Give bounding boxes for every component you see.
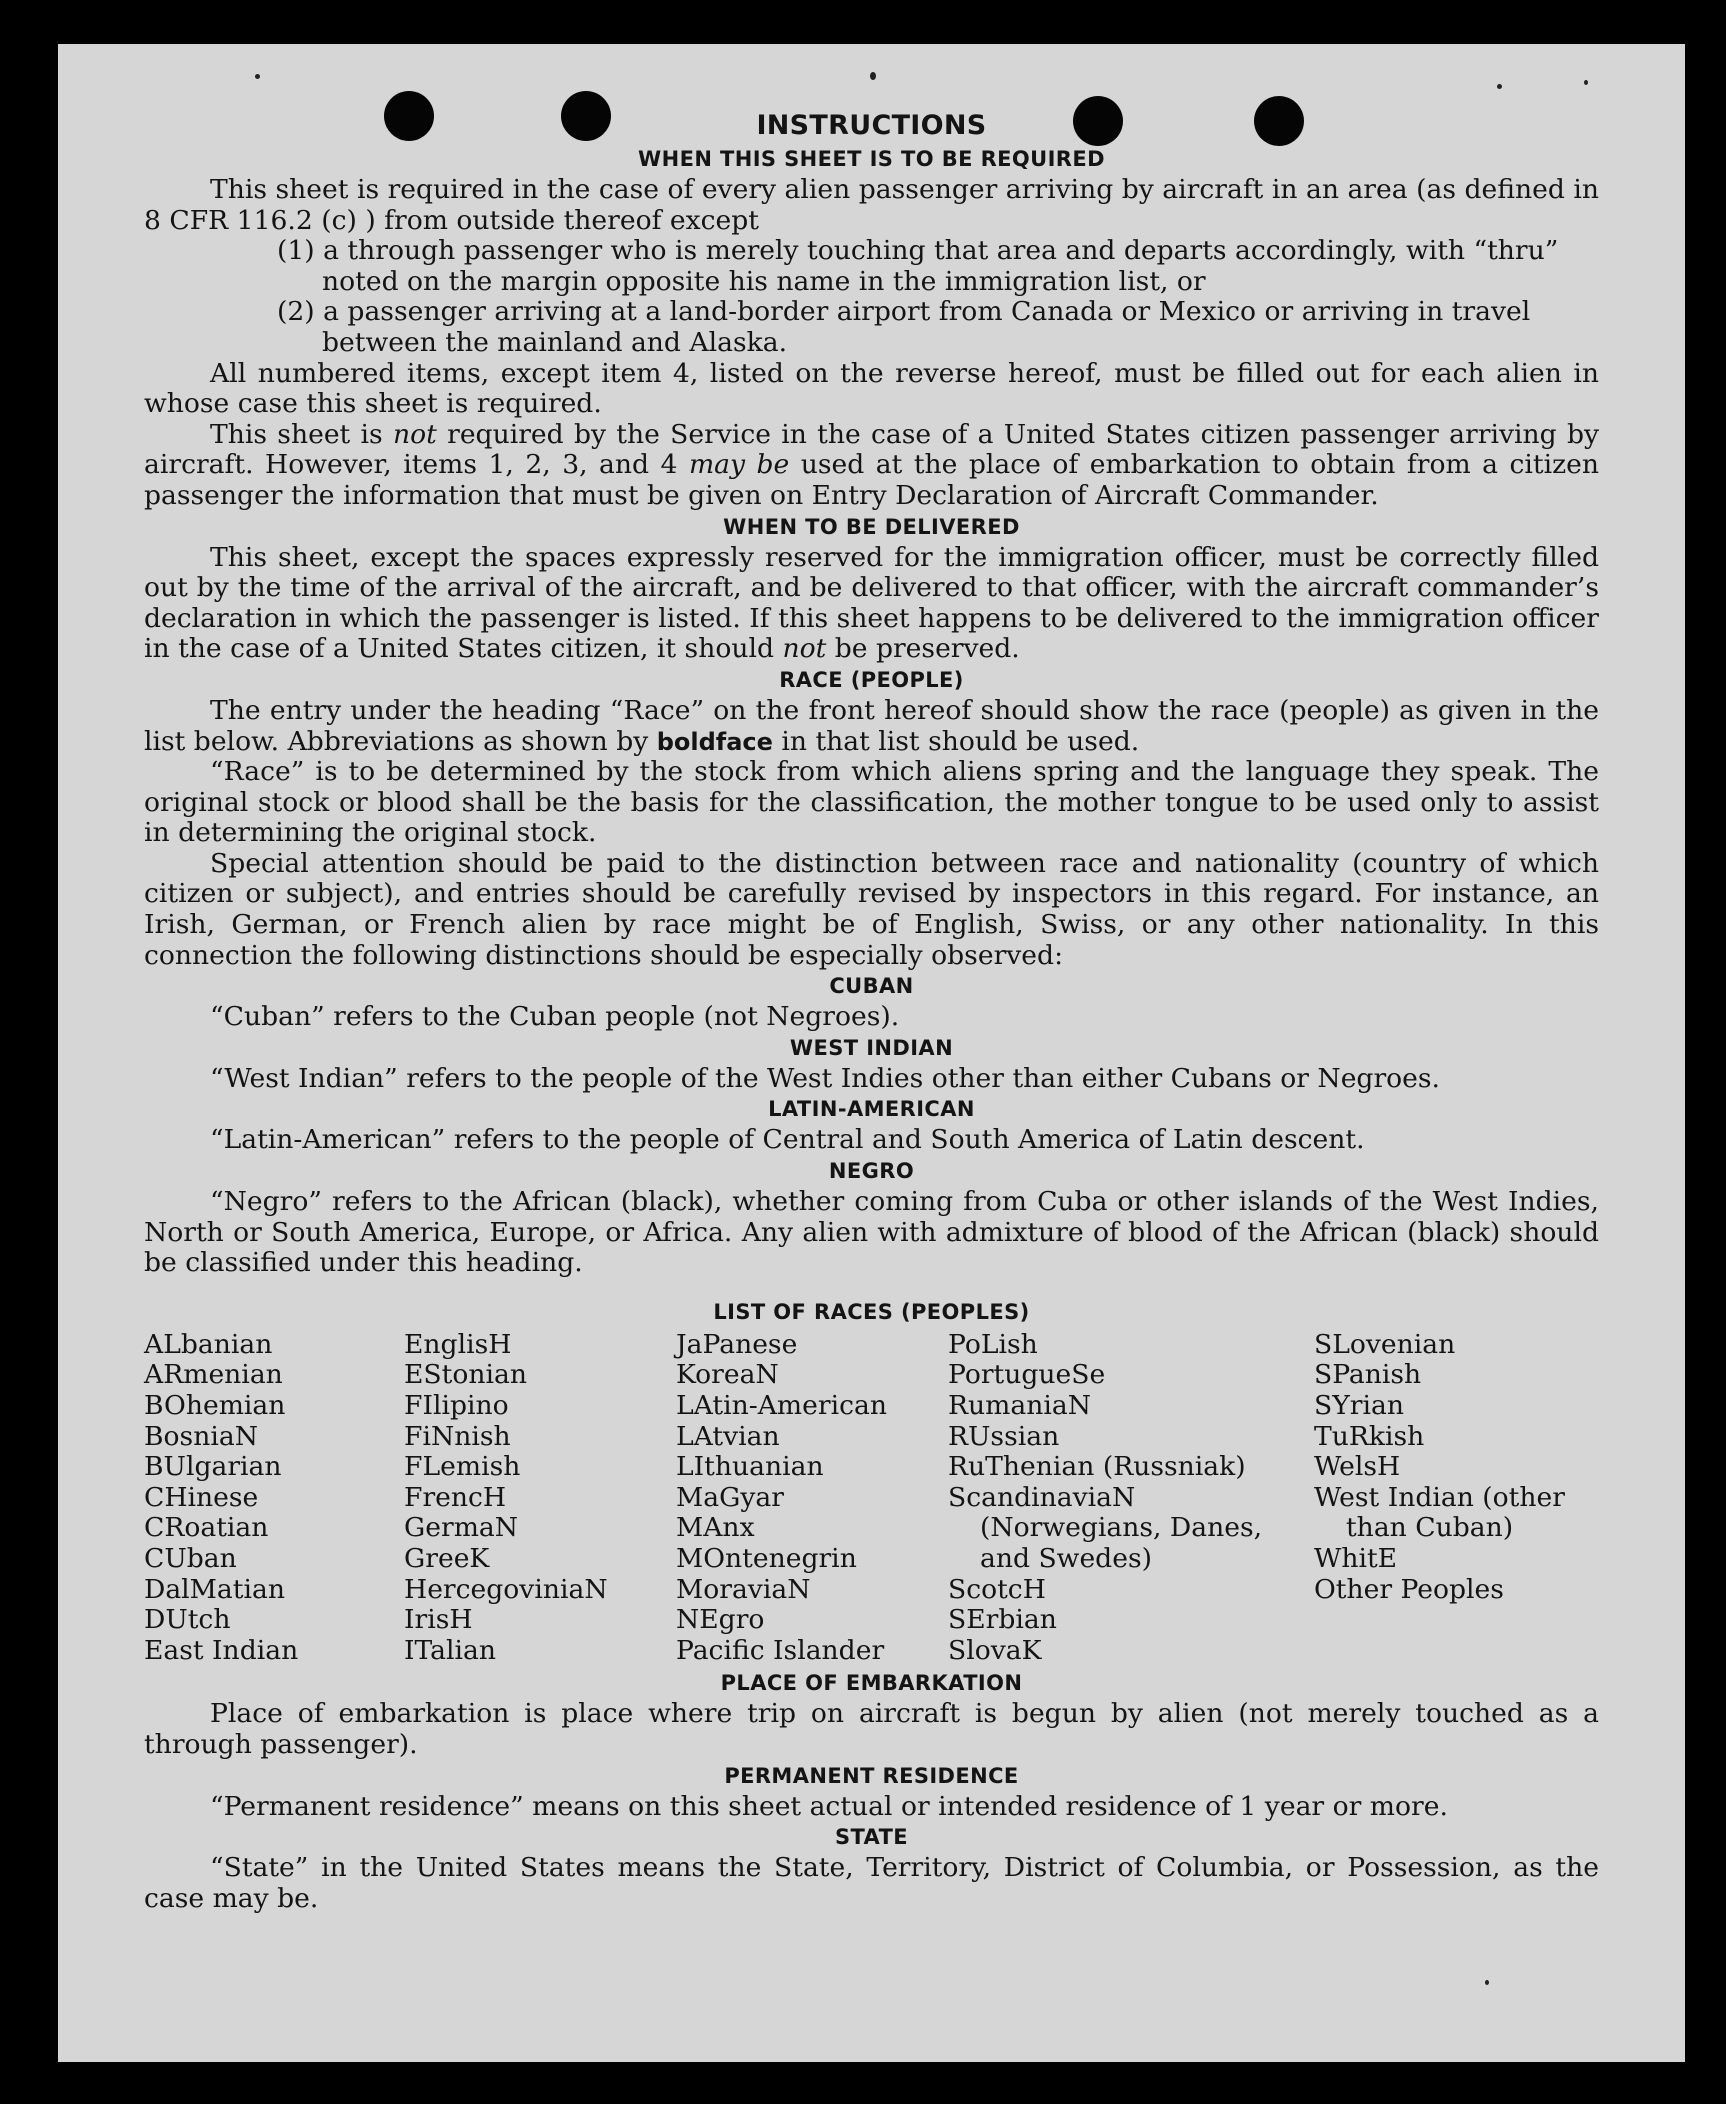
race-item: ScandinaviaN (Norwegians, Danes, and Swedes): [948, 1481, 1263, 1574]
speck: [1485, 1980, 1489, 1985]
paragraph: Place of embarkation is place where trip on aircraft is begun by alien (not merely touched as a through passenger).: [144, 1698, 1599, 1760]
paragraph: “Cuban” refers to the Cuban people (not Negroes).: [210, 1001, 900, 1033]
race-item: FLemish: [404, 1451, 521, 1483]
paragraph: “Permanent residence” means on this sheet actual or intended residence of 1 year or more.: [210, 1790, 1448, 1822]
race-item: GermaN: [404, 1512, 519, 1544]
race-item: RuThenian (Russniak): [948, 1451, 1246, 1483]
race-item: IrisH: [404, 1604, 473, 1636]
section-title-race: RACE (PEOPLE): [779, 667, 964, 692]
race-column: [404, 1330, 676, 1667]
race-column: [1314, 1330, 1599, 1667]
race-item: CRoatian: [144, 1512, 269, 1544]
race-item: ALbanian: [144, 1328, 273, 1360]
list-item: (1) a through passenger who is merely touching that area and departs accordingly, with “thru” noted on the margin opposite his name in the immigration list, or: [277, 235, 1559, 297]
paragraph: This sheet, except the spaces expressly reserved for the immigration officer, must be correctly filled out by the time of the arrival of the aircraft, and be delivered to that officer, with the aircraft commander’s declaration in which the passenger is listed. If this sheet happens to be delivered to the immigration officer in the case of a United States citizen, it should not be preserved.: [144, 541, 1599, 665]
race-item: MOntenegrin: [676, 1542, 857, 1574]
race-item: Pacific Islander: [676, 1634, 885, 1666]
race-item: MaGyar: [676, 1481, 784, 1513]
race-item: TuRkish: [1314, 1420, 1425, 1452]
race-item: FiNnish: [404, 1420, 511, 1452]
paragraph: “Latin-American” refers to the people of Central and South America of Latin descent.: [210, 1124, 1365, 1156]
race-item: SlovaK: [948, 1634, 1042, 1666]
race-item: KoreaN: [676, 1359, 779, 1391]
race-item: SLovenian: [1314, 1328, 1456, 1360]
race-item: East Indian: [144, 1634, 299, 1666]
paragraph: “State” in the United States means the State, Territory, District of Columbia, or Possession, as the case may be.: [144, 1852, 1599, 1914]
section-title-when-required: WHEN THIS SHEET IS TO BE REQUIRED: [638, 147, 1105, 171]
race-column: [144, 1330, 404, 1667]
race-item: PortugueSe: [948, 1359, 1106, 1391]
race-item: DUtch: [144, 1604, 231, 1636]
race-item: LAtvian: [676, 1420, 780, 1452]
section-title-permanent-residence: PERMANENT RESIDENCE: [724, 1763, 1019, 1788]
section-title-negro: NEGRO: [828, 1159, 915, 1184]
race-item: RumaniaN: [948, 1390, 1091, 1421]
race-item: GreeK: [404, 1542, 490, 1574]
race-item: ARmenian: [144, 1359, 283, 1391]
race-list: [144, 1330, 1599, 1667]
race-item: ITalian: [404, 1634, 497, 1666]
speck: [255, 74, 260, 79]
page-title: INSTRUCTIONS: [756, 110, 987, 141]
speck: [1497, 84, 1502, 89]
race-item: ScotcH: [948, 1573, 1046, 1605]
race-item: MoraviaN: [676, 1573, 811, 1605]
section-title-west-indian: WEST INDIAN: [789, 1035, 954, 1060]
speck: [1584, 80, 1588, 85]
race-item: EnglisH: [404, 1328, 512, 1360]
race-column: [948, 1330, 1314, 1667]
paragraph: The entry under the heading “Race” on the front hereof should show the race (people) as given in the list below. Abbreviations as shown by boldface in that list should be used.: [144, 694, 1599, 757]
race-item: PoLish: [948, 1328, 1038, 1360]
race-item: LIthuanian: [676, 1451, 824, 1483]
section-title-cuban: CUBAN: [829, 974, 914, 999]
race-item: WhitE: [1314, 1542, 1398, 1574]
race-item: BOhemian: [144, 1390, 286, 1421]
section-title-embarkation: PLACE OF EMBARKATION: [720, 1671, 1023, 1696]
section-title-latin-american: LATIN-AMERICAN: [768, 1097, 975, 1122]
race-item: JaPanese: [676, 1328, 798, 1360]
paragraph: “Negro” refers to the African (black), whether coming from Cuba or other islands of the West Indies, North or South America, Europe, or Africa. Any alien with admixture of blood of the African (black) should be classified under this heading.: [144, 1186, 1599, 1279]
race-item: BosniaN: [144, 1420, 258, 1452]
race-item: WelsH: [1314, 1451, 1401, 1483]
speck: [870, 72, 876, 80]
instructions-body: [144, 100, 1599, 1914]
section-title-list-of-races: LIST OF RACES (PEOPLES): [713, 1299, 1030, 1324]
race-item: FrencH: [404, 1481, 507, 1513]
race-column: [676, 1330, 948, 1667]
race-item: SErbian: [948, 1604, 1057, 1636]
race-item: DalMatian: [144, 1573, 285, 1605]
race-item: RUssian: [948, 1420, 1060, 1452]
section-title-when-delivered: WHEN TO BE DELIVERED: [723, 514, 1020, 539]
race-item: Other Peoples: [1314, 1573, 1504, 1605]
race-item: BUlgarian: [144, 1451, 282, 1483]
race-item: SPanish: [1314, 1359, 1422, 1391]
race-item: SYrian: [1314, 1390, 1404, 1421]
race-item: NEgro: [676, 1604, 765, 1636]
race-item: EStonian: [404, 1359, 527, 1391]
document-page: [58, 44, 1685, 2062]
race-item: FIlipino: [404, 1390, 509, 1421]
paragraph: “Race” is to be determined by the stock from which aliens spring and the language they speak. The original stock or blood shall be the basis for the classification, the mother tongue to be used only to assist in determining the original stock.: [144, 756, 1599, 849]
race-item: LAtin-American: [676, 1390, 887, 1421]
race-item: West Indian (other than Cuban): [1314, 1481, 1565, 1544]
paragraph: This sheet is not required by the Service in the case of a United States citizen passenger arriving by aircraft. However, items 1, 2, 3, and 4 may be used at the place of embarkation to obtain from a citizen passenger the information that must be given on Entry Declaration of Aircraft Commander.: [144, 418, 1599, 511]
list-item: (2) a passenger arriving at a land-border airport from Canada or Mexico or arriving in travel between the mainland and Alaska.: [277, 296, 1531, 358]
section-title-state: STATE: [834, 1825, 909, 1850]
paragraph: All numbered items, except item 4, listed on the reverse hereof, must be filled out for each alien in whose case this sheet is required.: [144, 357, 1599, 420]
paragraph: “West Indian” refers to the people of the West Indies other than either Cubans or Negroes.: [210, 1062, 1441, 1094]
paragraph: Special attention should be paid to the distinction between race and nationality (country of which citizen or subject), and entries should be carefully revised by inspectors in this regard. For instance, an Irish, German, or French alien by race might be of English, Swiss, or any other nationality. In this connection the following distinctions should be especially observed:: [144, 847, 1599, 971]
race-item: MAnx: [676, 1512, 755, 1544]
race-item: CHinese: [144, 1481, 259, 1513]
race-item: CUban: [144, 1542, 237, 1574]
paragraph: This sheet is required in the case of every alien passenger arriving by aircraft in an area (as defined in 8 CFR 116.2 (c) ) from outside thereof except: [144, 174, 1599, 236]
race-item: HercegoviniaN: [404, 1573, 608, 1605]
